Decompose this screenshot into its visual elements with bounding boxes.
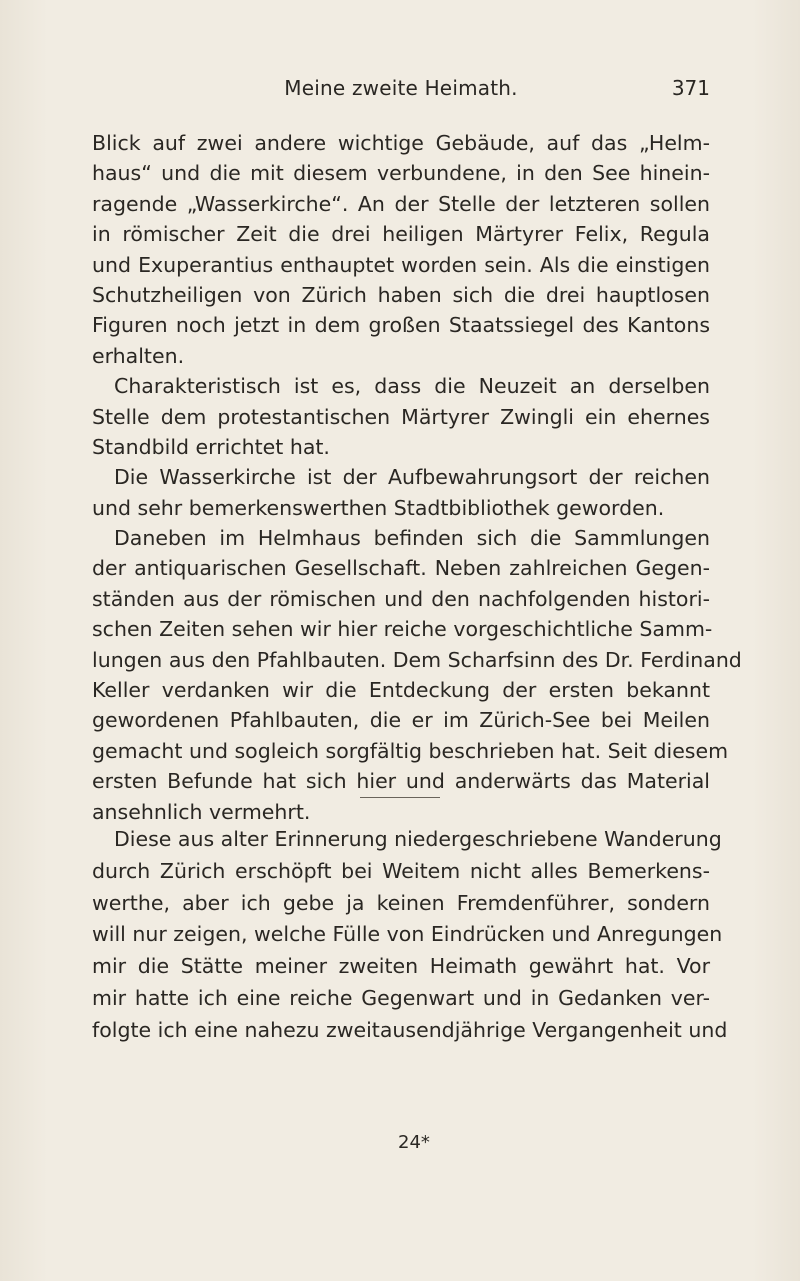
- text-line: mir hatte ich eine reiche Gegenwart und in Gedanken ver-: [92, 985, 710, 1010]
- body-text-top: [92, 128, 742, 827]
- text-line: ständen aus der römischen und den nachfolgenden histori-: [92, 586, 710, 611]
- text-line: folgte ich eine nahezu zweitausendjährige Vergangenheit und: [92, 1017, 728, 1042]
- text-line: Standbild errichtet hat.: [92, 434, 330, 459]
- page-number: 371: [671, 76, 710, 100]
- running-title: Meine zweite Heimath.: [284, 76, 518, 100]
- signature-mark: 24*: [398, 1132, 430, 1153]
- text-line: mir die Stätte meiner zweiten Heimath gewährt hat. Vor: [92, 954, 710, 979]
- text-line: ersten Befunde hat sich hier und anderwärts das Material: [92, 769, 710, 794]
- text-line: ansehnlich vermehrt.: [92, 799, 311, 824]
- text-line: Schutzheiligen von Zürich haben sich die drei hauptlosen: [92, 282, 710, 307]
- text-line: und Exuperantius enthauptet worden sein. Als die einstigen: [92, 252, 710, 277]
- text-line: gewordenen Pfahlbauten, die er im Zürich-See bei Meilen: [92, 708, 710, 733]
- text-line: Die Wasserkirche ist der Aufbewahrungsort der reichen: [114, 465, 710, 490]
- text-line: Blick auf zwei andere wichtige Gebäude, auf das „Helm-: [92, 131, 710, 155]
- text-line: werthe, aber ich gebe ja keinen Fremdenführer, sondern: [92, 890, 710, 915]
- text-line: haus“ und die mit diesem verbundene, in den See hinein-: [92, 161, 710, 186]
- text-line: Stelle dem protestantischen Märtyrer Zwingli ein ehernes: [92, 404, 710, 429]
- text-line: in römischer Zeit die drei heiligen Märtyrer Felix, Regula: [92, 222, 710, 247]
- text-line: der antiquarischen Gesellschaft. Neben zahlreichen Gegen-: [92, 556, 710, 581]
- text-line: Daneben im Helmhaus befinden sich die Sammlungen: [114, 526, 710, 551]
- text-line: schen Zeiten sehen wir hier reiche vorgeschichtliche Samm-: [92, 617, 713, 642]
- text-line: gemacht und sogleich sorgfältig beschrieben hat. Seit diesem: [92, 738, 729, 763]
- text-line: Diese aus alter Erinnerung niedergeschriebene Wanderung: [114, 827, 722, 851]
- body-text-bottom: [92, 824, 728, 1047]
- page-header: [92, 76, 710, 110]
- section-divider: [360, 797, 440, 798]
- text-line: ragende „Wasserkirche“. An der Stelle der letzteren sollen: [92, 191, 710, 216]
- text-line: durch Zürich erschöpft bei Weitem nicht alles Bemerkens-: [92, 858, 710, 883]
- text-line: Charakteristisch ist es, dass die Neuzeit an derselben: [114, 374, 710, 399]
- text-line: lungen aus den Pfahlbauten. Dem Scharfsinn des Dr. Ferdinand: [92, 647, 742, 672]
- text-line: Keller verdanken wir die Entdeckung der ersten bekannt: [92, 678, 710, 703]
- text-line: erhalten.: [92, 343, 185, 368]
- text-line: und sehr bemerkenswerthen Stadtbibliothek geworden.: [92, 495, 665, 520]
- text-line: will nur zeigen, welche Fülle von Eindrücken und Anregungen: [92, 922, 723, 947]
- text-line: Figuren noch jetzt in dem großen Staatssiegel des Kantons: [92, 313, 710, 338]
